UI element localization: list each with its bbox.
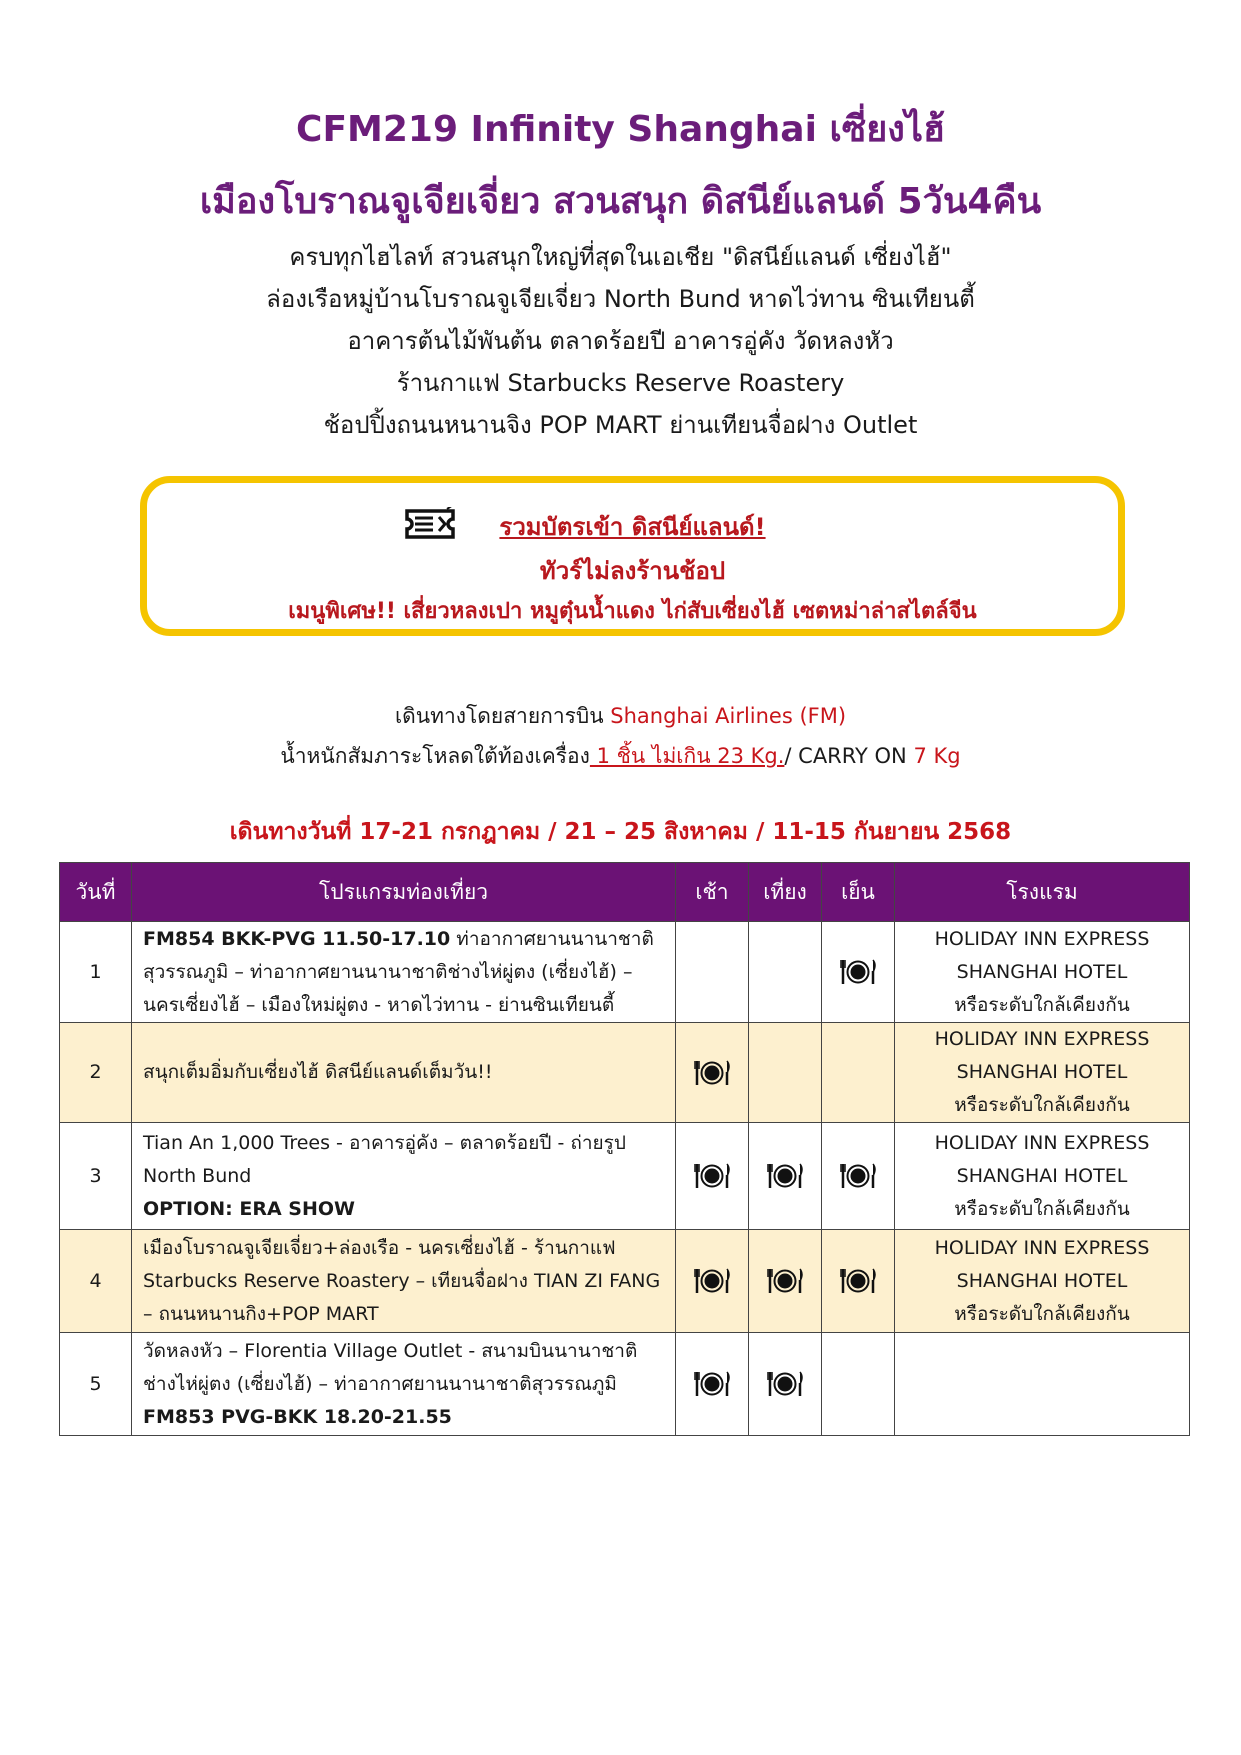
- meal-breakfast: [676, 1123, 749, 1230]
- day-number: 2: [60, 1023, 132, 1123]
- meal-breakfast: [676, 1023, 749, 1123]
- meal-breakfast: [676, 922, 749, 1023]
- hotel-info: HOLIDAY INN EXPRESS SHANGHAI HOTEL หรือระดับใกล้เคียงกัน: [895, 1230, 1190, 1333]
- day-program: สนุกเต็มอิ่มกับเซี่ยงไฮ้ ดิสนีย์แลนด์เต็มวัน!!: [132, 1023, 676, 1123]
- meal-breakfast: [676, 1333, 749, 1436]
- meal-lunch: [749, 1123, 822, 1230]
- highlight-line: ครบทุกไฮไลท์ สวนสนุกใหญ่ที่สุดในเอเชีย "ดิสนีย์แลนด์ เซี่ยงไฮ้": [289, 243, 952, 271]
- promo-special-menu: เมนูพิเศษ!! เสี่ยวหลงเปา หมูตุ๋นน้ำแดง ไก่สับเซี่ยงไฮ้ เซตหม่าล่าสไตล์จีน: [288, 599, 977, 624]
- plate-cutlery-icon: [839, 1266, 877, 1296]
- plate-cutlery-icon: [839, 1161, 877, 1191]
- meal-lunch: [749, 1333, 822, 1436]
- plate-cutlery-icon: [766, 1369, 804, 1399]
- hotel-info: HOLIDAY INN EXPRESS SHANGHAI HOTEL หรือระดับใกล้เคียงกัน: [895, 1123, 1190, 1230]
- day-number: 5: [60, 1333, 132, 1436]
- plate-cutlery-icon: [693, 1161, 731, 1191]
- table-header-row: [60, 863, 1190, 922]
- promo-no-shopping: ทัวร์ไม่ลงร้านช้อป: [539, 557, 726, 585]
- meal-dinner: [822, 1023, 895, 1123]
- plate-cutlery-icon: [839, 957, 877, 987]
- plate-cutlery-icon: [766, 1266, 804, 1296]
- highlight-line: อาคารต้นไม้พันต้น ตลาดร้อยปี อาคารอู่คัง วัดหลงหัว: [347, 327, 894, 355]
- col-dinner: เย็น: [822, 863, 895, 922]
- day-program: วัดหลงหัว – Florentia Village Outlet - สนามบินนานาชาติช่างไห่ผู่ตง (เซี่ยงไฮ้) – ท่าอากาศยานนานาชาติสุวรรณภูมิ FM853 PVG-BKK 18.20-21.55: [132, 1333, 676, 1436]
- promo-ticket-included: รวมบัตรเข้า ดิสนีย์แลนด์!: [499, 513, 766, 541]
- meal-dinner: [822, 1333, 895, 1436]
- table-row: [60, 1123, 1190, 1230]
- col-program: โปรแกรมท่องเที่ยว: [132, 863, 676, 922]
- baggage-allowance: 1 ชิ้น ไม่เกิน 23 Kg.: [589, 744, 785, 768]
- meal-dinner: [822, 1230, 895, 1333]
- meal-lunch: [749, 922, 822, 1023]
- meal-breakfast: [676, 1230, 749, 1333]
- hotel-info: HOLIDAY INN EXPRESS SHANGHAI HOTEL หรือระดับใกล้เคียงกัน: [895, 1023, 1190, 1123]
- baggage-info: น้ำหนักสัมภาระโหลดใต้ท้องเครื่อง 1 ชิ้น ไม่เกิน 23 Kg./ CARRY ON 7 Kg: [280, 744, 961, 768]
- airline-info: เดินทางโดยสายการบิน Shanghai Airlines (FM): [394, 704, 847, 728]
- day-program: เมืองโบราณจูเจียเจี่ยว+ล่องเรือ - นครเซี่ยงไฮ้ - ร้านกาแฟ Starbucks Reserve Roastery – เทียนจื่อฝาง TIAN ZI FANG – ถนนหนานกิง+POP MART: [132, 1230, 676, 1333]
- col-breakfast: เช้า: [676, 863, 749, 922]
- highlight-line: ร้านกาแฟ Starbucks Reserve Roastery: [396, 369, 845, 397]
- plate-cutlery-icon: [693, 1266, 731, 1296]
- day-program: FM854 BKK-PVG 11.50-17.10 ท่าอากาศยานนานาชาติสุวรรณภูมิ – ท่าอากาศยานนานาชาติช่างไห่ผู่ตง (เซี่ยงไฮ้) – นครเซี่ยงไฮ้ – เมืองใหม่ผู่ตง - หาดไว่ทาน - ย่านซินเทียนตี้: [132, 922, 676, 1023]
- plate-cutlery-icon: [693, 1369, 731, 1399]
- program-option: OPTION: ERA SHOW: [143, 1197, 355, 1220]
- plate-cutlery-icon: [693, 1058, 731, 1088]
- col-hotel: โรงแรม: [895, 863, 1190, 922]
- travel-dates: เดินทางวันที่ 17-21 กรกฎาคม / 21 – 25 สิงหาคม / 11-15 กันยายน 2568: [229, 819, 1012, 845]
- meal-lunch: [749, 1230, 822, 1333]
- plate-cutlery-icon: [766, 1161, 804, 1191]
- col-lunch: เที่ยง: [749, 863, 822, 922]
- day-number: 1: [60, 922, 132, 1023]
- day-number: 4: [60, 1230, 132, 1333]
- meal-dinner: [822, 922, 895, 1023]
- day-number: 3: [60, 1123, 132, 1230]
- table-row: [60, 922, 1190, 1023]
- hotel-info: [895, 1333, 1190, 1436]
- meal-dinner: [822, 1123, 895, 1230]
- highlight-line: ล่องเรือหมู่บ้านโบราณจูเจียเจี่ยว North Bund หาดไว่ทาน ซินเทียนตี้: [266, 285, 975, 313]
- promo-box: [140, 476, 1125, 636]
- table-row: [60, 1023, 1190, 1123]
- tour-title: CFM219 Infinity Shanghai เซี่ยงไฮ้: [296, 109, 945, 150]
- highlight-line: ช้อปปิ้งถนนหนานจิง POP MART ย่านเทียนจื่อฝาง Outlet: [323, 411, 918, 439]
- highlights: [0, 236, 1241, 446]
- table-row: [60, 1333, 1190, 1436]
- day-program: Tian An 1,000 Trees - อาคารอู่คัง – ตลาดร้อยปี - ถ่ายรูป North Bund OPTION: ERA SHOW: [132, 1123, 676, 1230]
- itinerary-table: [59, 862, 1190, 1436]
- airline-name: Shanghai Airlines (FM): [610, 704, 847, 728]
- meal-lunch: [749, 1023, 822, 1123]
- carry-on-weight: 7 Kg: [913, 744, 961, 768]
- table-row: [60, 1230, 1190, 1333]
- tour-subtitle: เมืองโบราณจูเจียเจี่ยว สวนสนุก ดิสนีย์แลนด์ 5วัน4คืน: [199, 181, 1042, 222]
- col-day: วันที่: [60, 863, 132, 922]
- hotel-info: HOLIDAY INN EXPRESS SHANGHAI HOTEL หรือระดับใกล้เคียงกัน: [895, 922, 1190, 1023]
